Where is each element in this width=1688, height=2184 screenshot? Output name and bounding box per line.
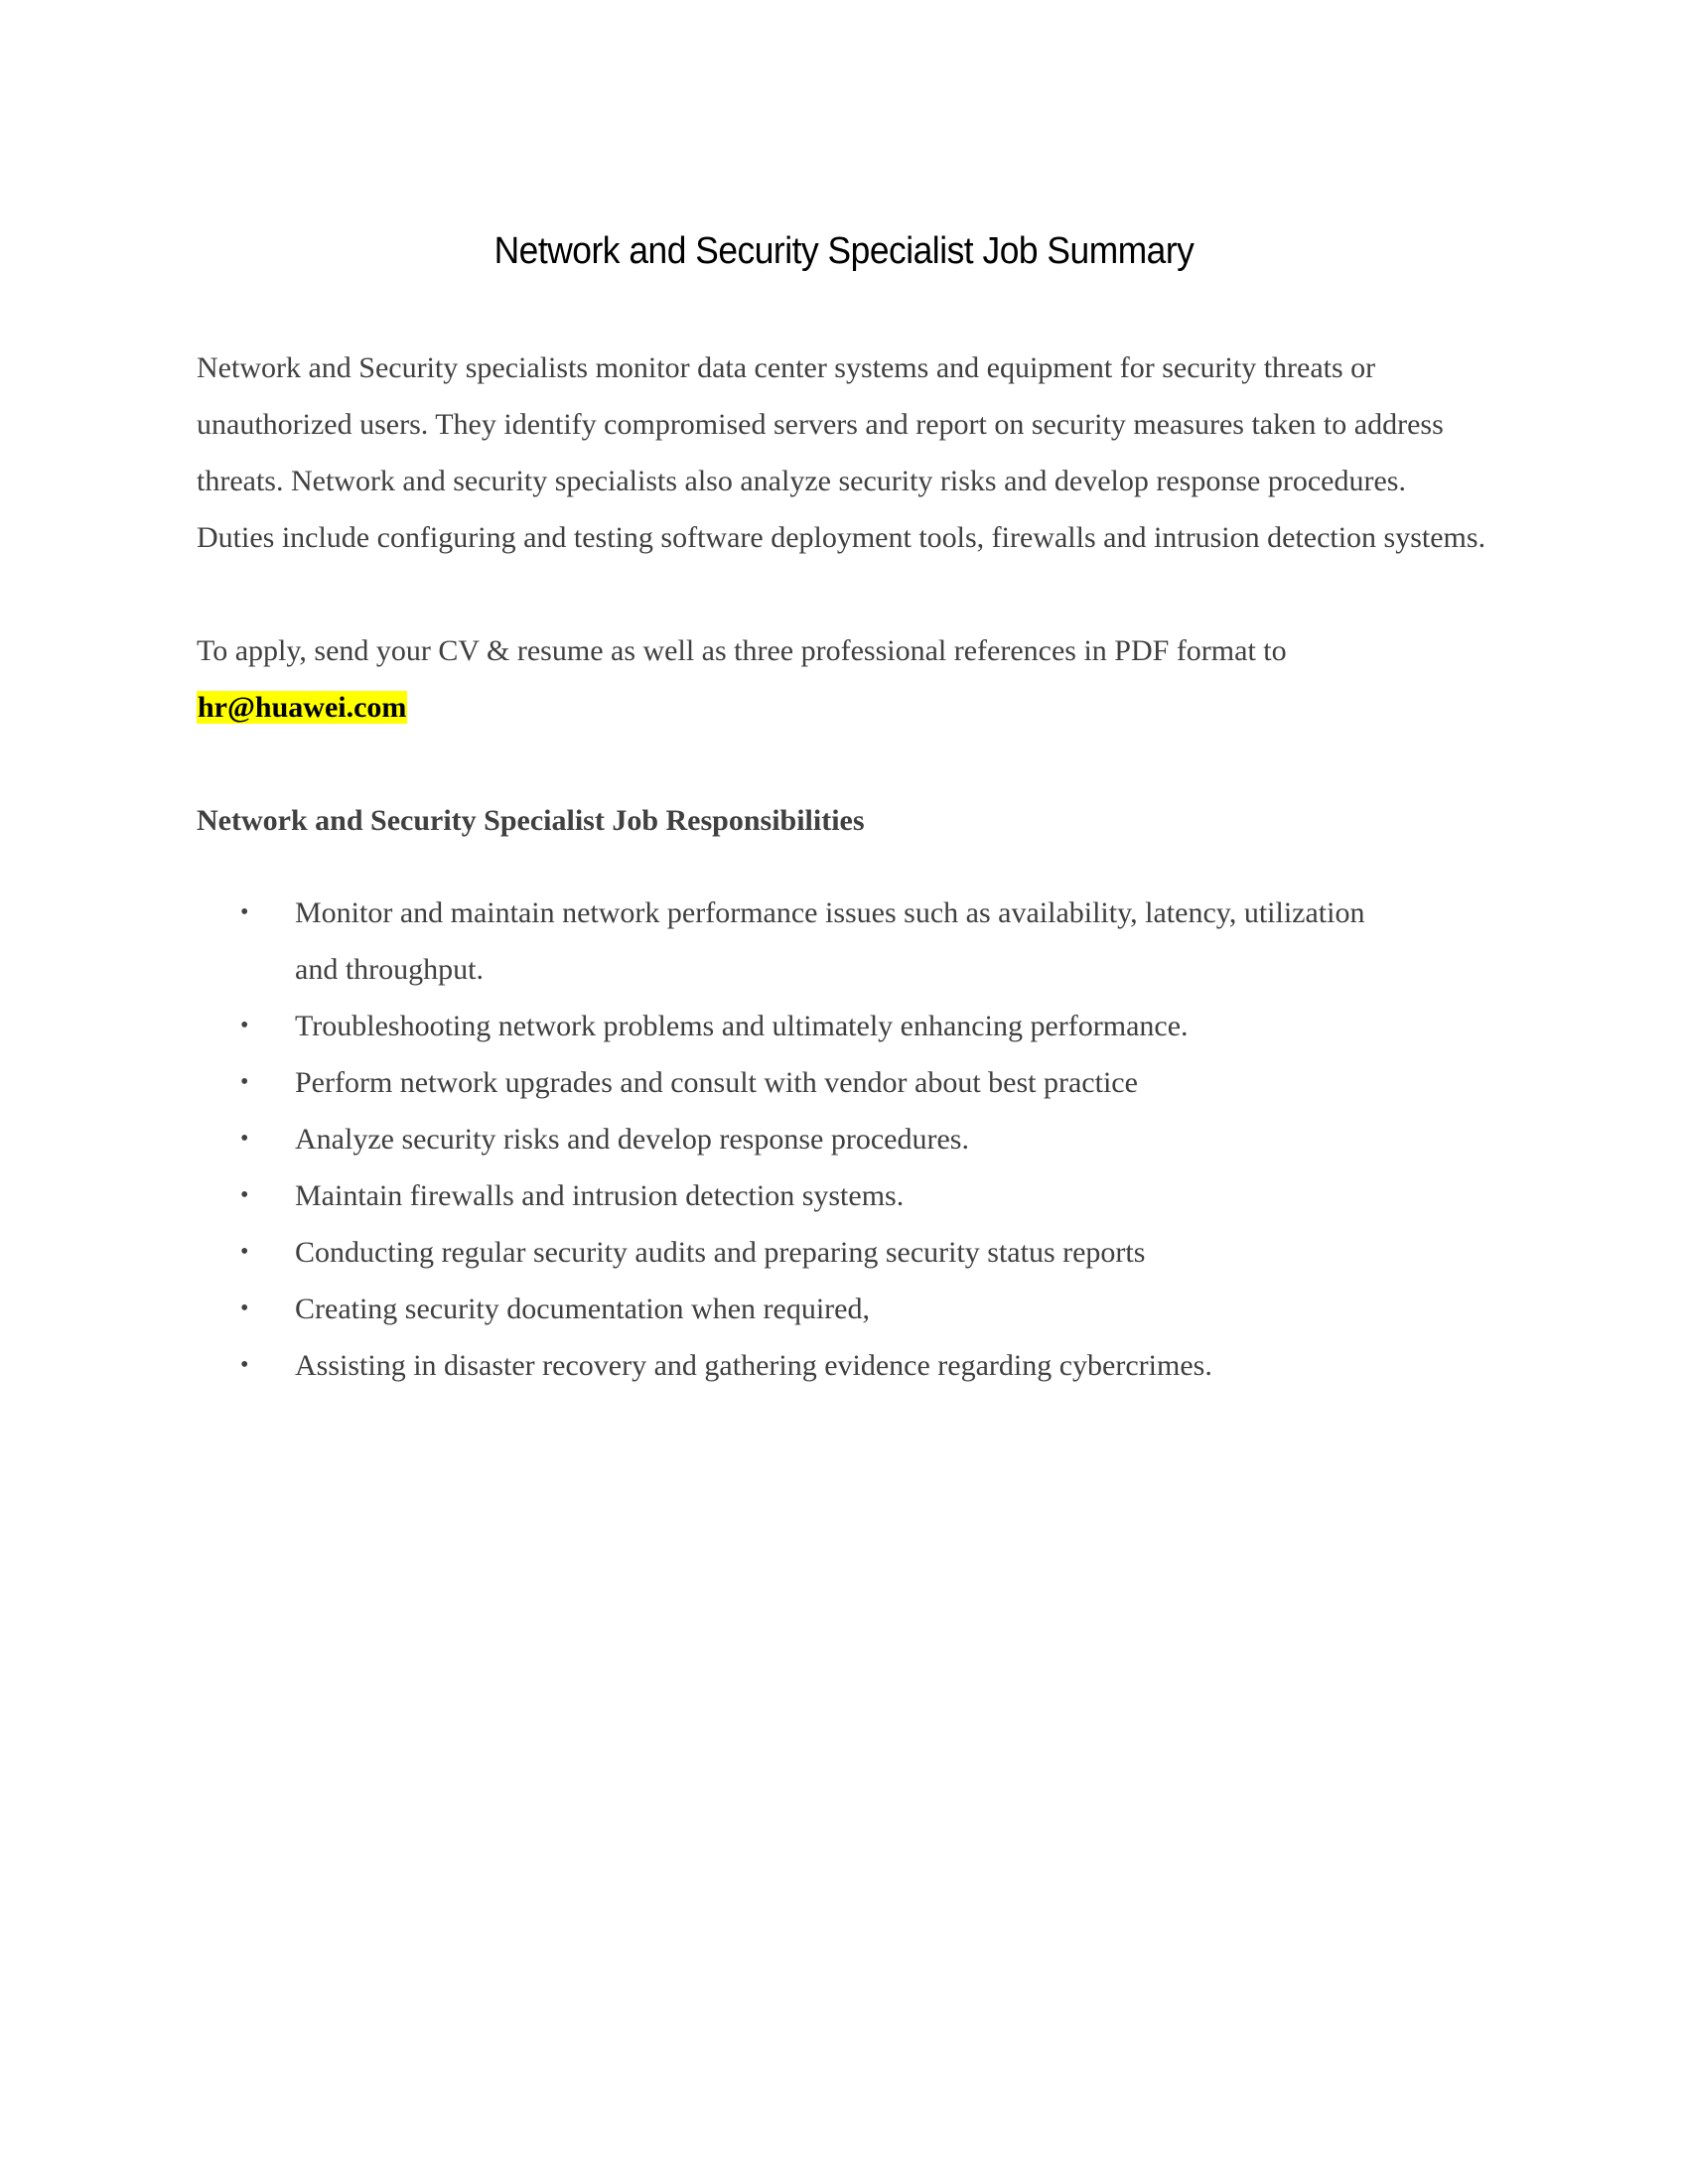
bullet-icon: • (240, 1069, 249, 1095)
list-item (240, 885, 1407, 998)
email-link[interactable]: hr@huawei.com (198, 691, 407, 724)
bullet-icon: • (240, 1126, 249, 1152)
bullet-icon: • (240, 1352, 249, 1378)
list-item (240, 1337, 1407, 1394)
responsibilities-list (197, 885, 1407, 1394)
list-item-text: Troubleshooting network problems and ultimately enhancing performance. (295, 1010, 1189, 1042)
document-body (197, 340, 1487, 1394)
list-item (240, 998, 1407, 1054)
list-item (240, 1054, 1407, 1111)
responsibilities-heading: Network and Security Specialist Job Responsibilities (197, 804, 865, 837)
page-title: Network and Security Specialist Job Summary (493, 230, 1195, 272)
bullet-icon: • (240, 1239, 249, 1265)
list-item-text: Assisting in disaster recovery and gathering evidence regarding cybercrimes. (295, 1349, 1212, 1382)
apply-text: To apply, send your CV & resume as well as three professional references in PDF format to (197, 634, 1287, 667)
summary-paragraph: Network and Security specialists monitor data center systems and equipment for security threats or unauthorized users. They identify compromised servers and report on security measures taken to address threats. Network and security specialists also analyze security risks and develop response procedures. Duties include configuring and testing software deployment tools, firewalls and intrusion detection systems. (197, 351, 1486, 554)
list-item-text: Conducting regular security audits and preparing security status reports (295, 1236, 1146, 1269)
list-item-text: Perform network upgrades and consult with vendor about best practice (295, 1066, 1138, 1099)
bullet-icon: • (240, 1296, 249, 1321)
list-item-text: Monitor and maintain network performance issues such as availability, latency, utilization and throughput. (295, 896, 1365, 986)
list-item-text: Creating security documentation when required, (295, 1293, 870, 1325)
list-item (240, 1224, 1407, 1281)
list-item-text: Analyze security risks and develop response procedures. (295, 1123, 969, 1156)
bullet-icon: • (240, 1013, 249, 1038)
apply-paragraph (197, 622, 1487, 736)
list-item (240, 1167, 1407, 1224)
bullet-icon: • (240, 1182, 249, 1208)
list-item (240, 1281, 1407, 1337)
list-item (240, 1111, 1407, 1167)
list-item-text: Maintain firewalls and intrusion detection systems. (295, 1179, 905, 1212)
bullet-icon: • (240, 899, 249, 925)
